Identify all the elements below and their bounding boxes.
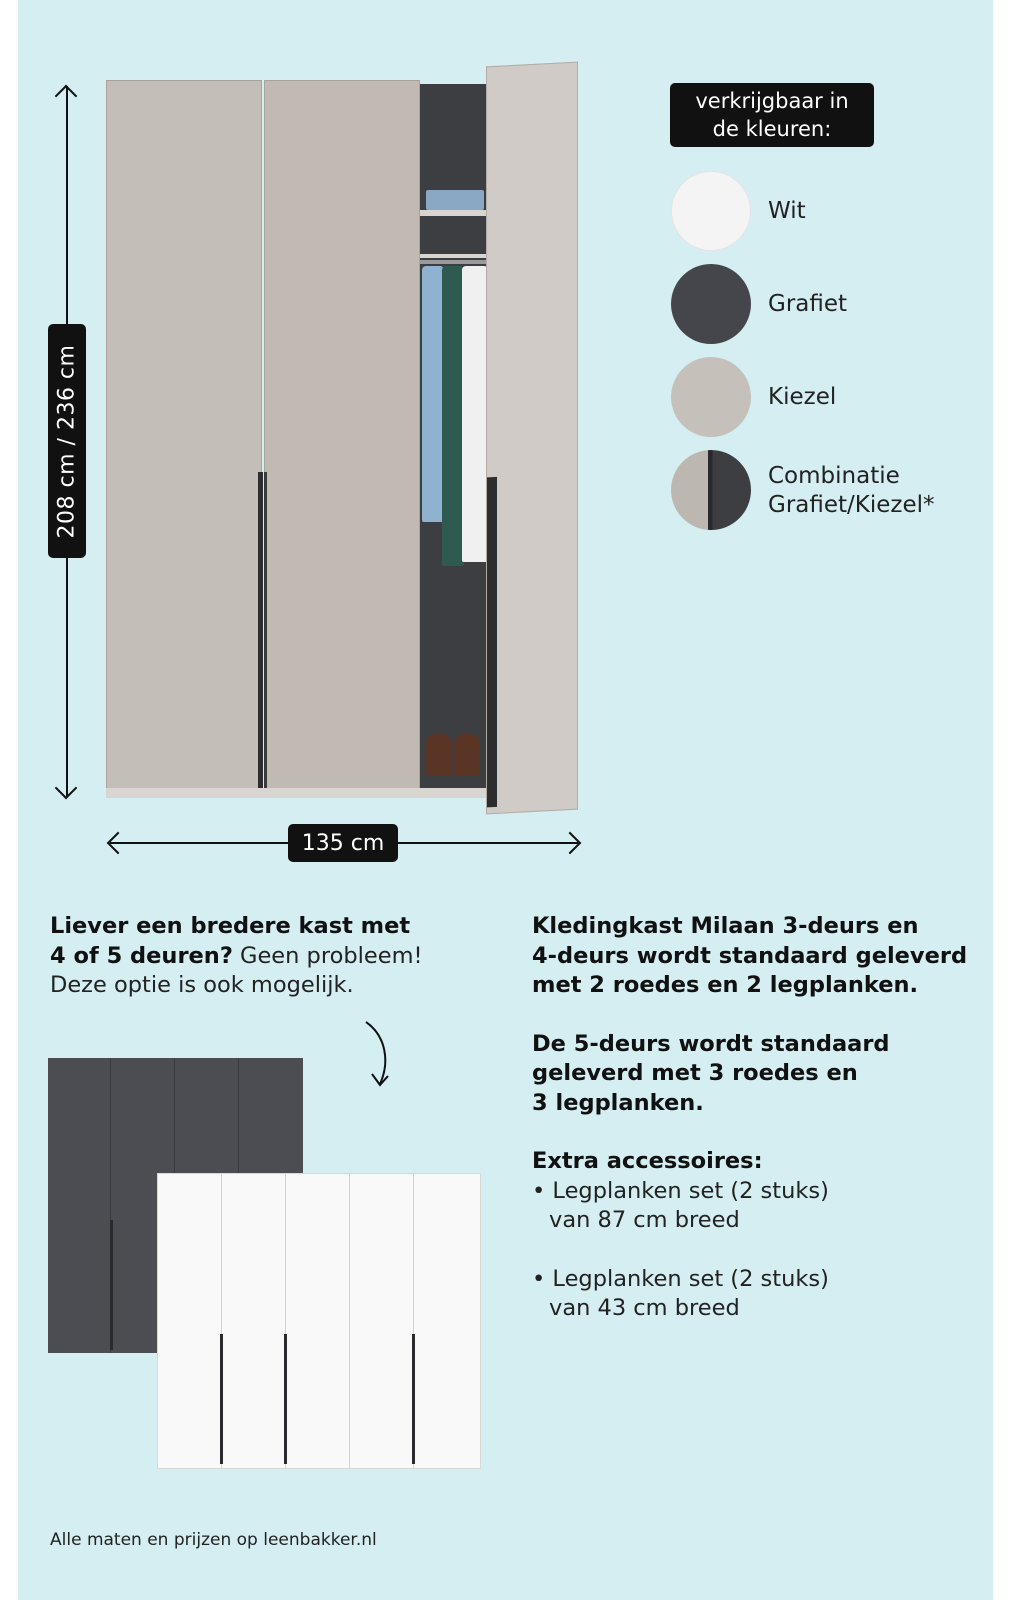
wider-option-bold-line: Liever een bredere kast met [50,913,411,939]
colours-heading-line: verkrijgbaar in [695,89,849,113]
info-line: De 5-deurs wordt standaard [532,1030,890,1057]
curved-arrow-icon [360,1018,400,1092]
height-label [48,324,86,558]
door-handle [220,1334,223,1464]
wardrobe-door [222,1174,286,1468]
wardrobe-door [350,1174,414,1468]
colours-heading [670,83,874,147]
footer-text: Alle maten en prijzen op leenbakker.nl [50,1530,377,1550]
swatch-combinatie [671,450,751,530]
swatch-wit [671,171,751,251]
swatch-label-wit: Wit [768,198,806,224]
wardrobe-door-open [486,62,578,815]
extras-item-line: • Legplanken set (2 stuks) [532,1265,829,1292]
extras-item-line: van 43 cm breed [549,1295,740,1321]
width-label: 135 cm [288,824,398,862]
door-handle [284,1334,287,1464]
shirt-white [462,266,488,562]
wider-option-bold-line: 4 of 5 deuren? [50,942,233,969]
shelf [420,254,490,258]
shoe [426,734,452,776]
wardrobe-door [286,1174,350,1468]
swatch-kiezel [671,357,751,437]
swatch-label-line: Grafiet/Kiezel* [768,492,935,518]
shirt-blue [422,266,444,522]
extras-heading: Extra accessoires: [532,1148,763,1174]
wider-option-regular-line: Deze optie is ook mogelijk. [50,972,354,998]
swatch-grafiet [671,264,751,344]
door-handle [258,472,263,792]
wardrobe-door-middle [264,80,420,792]
swatch-label-kiezel: Kiezel [768,384,837,410]
wardrobe-door [414,1174,480,1468]
info-line: 3 legplanken. [532,1089,704,1116]
shirt-green [442,266,464,566]
wider-option-text [50,912,423,1001]
door-handle [264,472,267,792]
extras-item-line: • Legplanken set (2 stuks) [532,1177,829,1204]
swatch-label-grafiet: Grafiet [768,291,848,317]
height-label-text: 208 cm / 236 cm [54,344,80,538]
info-line: Kledingkast Milaan 3-deurs en [532,913,919,939]
swatch-label-line: Combinatie [768,463,900,489]
colours-heading-line: de kleuren: [712,117,832,141]
shelf [420,210,490,216]
door-handle [487,477,497,808]
info-line: met 2 roedes en 2 legplanken. [532,972,919,998]
clothes-rod [420,260,490,264]
wardrobe-door [158,1174,222,1468]
door-handle [110,1220,113,1350]
info-text [532,912,967,1324]
wider-option-regular-text: Geen probleem! [232,942,423,969]
wardrobe-door-left [106,80,262,792]
extras-item-line: van 87 cm breed [549,1207,740,1233]
info-line: geleverd met 3 roedes en [532,1060,858,1086]
wardrobe-image [106,80,576,800]
info-line: 4-deurs wordt standaard geleverd [532,942,968,969]
swatch-label-combinatie [768,462,935,520]
wardrobe-5-deurs-image [158,1174,480,1468]
wardrobe-door [48,1058,111,1353]
door-handle [412,1334,415,1464]
shoe [454,734,480,776]
wardrobe-interior [420,84,490,790]
folded-clothes [426,190,484,210]
